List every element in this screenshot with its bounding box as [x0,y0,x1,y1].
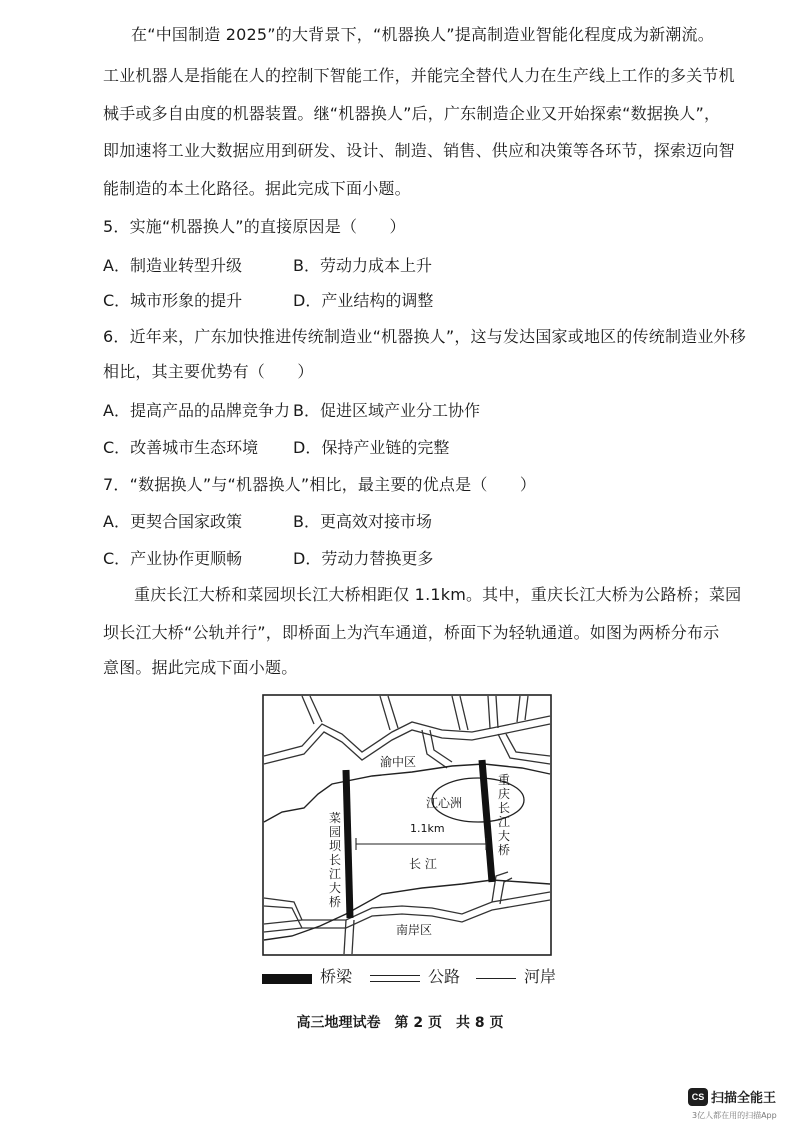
passage-1-line: 械手或多自由度的机器装置。继“机器换人”后，广东制造企业又开始探索“数据换人”， [103,104,721,123]
legend-bridge-swatch [262,974,312,984]
passage-2-line: 重庆长江大桥和菜园坝长江大桥相距仅 1.1km。其中，重庆长江大桥为公路桥；菜园 [134,585,742,604]
passage-1-line: 即加速将工业大数据应用到研发、设计、制造、销售、供应和决策等各环节，探索迈向智 [103,141,735,160]
label-bridge-east: 重庆长江大桥 [498,773,511,857]
question-stem: 6．近年来，广东加快推进传统制造业“机器换人”，这与发达国家或地区的传统制造业外移 [103,327,746,346]
passage-1-line: 工业机器人是指能在人的控制下智能工作，并能完全替代人力在生产线上工作的多关节机 [103,66,735,85]
option-c: C．改善城市生态环境 [103,438,259,457]
legend-road-swatch [370,975,420,982]
option-c: C．城市形象的提升 [103,291,243,310]
option-b: B．劳动力成本上升 [293,256,432,275]
label-distance: 1.1km [410,822,445,835]
label-island: 江心洲 [426,796,463,810]
label-bridge-west: 菜园坝长江大桥 [329,811,342,909]
scanner-watermark [688,1084,800,1124]
question-stem: 相比，其主要优势有（ ） [103,362,314,381]
question-stem: 5．实施“机器换人”的直接原因是（ ） [103,217,406,236]
label-river: 长 江 [409,857,437,871]
option-d: D．劳动力替换更多 [293,549,434,568]
label-nanan: 南岸区 [396,923,433,937]
option-d: D．产业结构的调整 [293,291,434,310]
option-a: A．更契合国家政策 [103,512,242,531]
page-footer: 高三地理试卷 第 2 页 共 8 页 [296,1015,504,1031]
option-b: B．促进区域产业分工协作 [293,401,480,420]
legend-road-label: 公路 [428,967,461,986]
legend-bank-swatch [476,978,516,979]
passage-1-line: 在“中国制造 2025”的大背景下，“机器换人”提高制造业智能化程度成为新潮流。 [131,25,714,44]
option-d: D．保持产业链的完整 [293,438,450,457]
passage-2-line: 意图。据此完成下面小题。 [103,658,298,677]
option-a: A．提高产品的品牌竞争力 [103,401,290,420]
legend-bank-label: 河岸 [524,967,557,986]
bridge-map [262,694,552,956]
brand-name: 扫描全能王 [711,1091,777,1106]
camscanner-logo-icon: CS [688,1088,708,1106]
passage-2-line: 坝长江大桥“公轨并行”，即桥面上为汽车通道，桥面下为轻轨通道。如图为两桥分布示 [103,623,720,642]
option-a: A．制造业转型升级 [103,256,242,275]
option-b: B．更高效对接市场 [293,512,432,531]
legend-bridge-label: 桥梁 [320,967,353,986]
brand-tagline: 3亿人都在用的扫描App [692,1111,777,1120]
bridge-map-svg [262,694,552,956]
bridge-west-bar [346,770,350,918]
question-stem: 7．“数据换人”与“机器换人”相比，最主要的优点是（ ） [103,475,537,494]
label-yuzhong: 渝中区 [380,755,417,769]
passage-1-line: 能制造的本土化路径。据此完成下面小题。 [103,179,411,198]
option-c: C．产业协作更顺畅 [103,549,243,568]
